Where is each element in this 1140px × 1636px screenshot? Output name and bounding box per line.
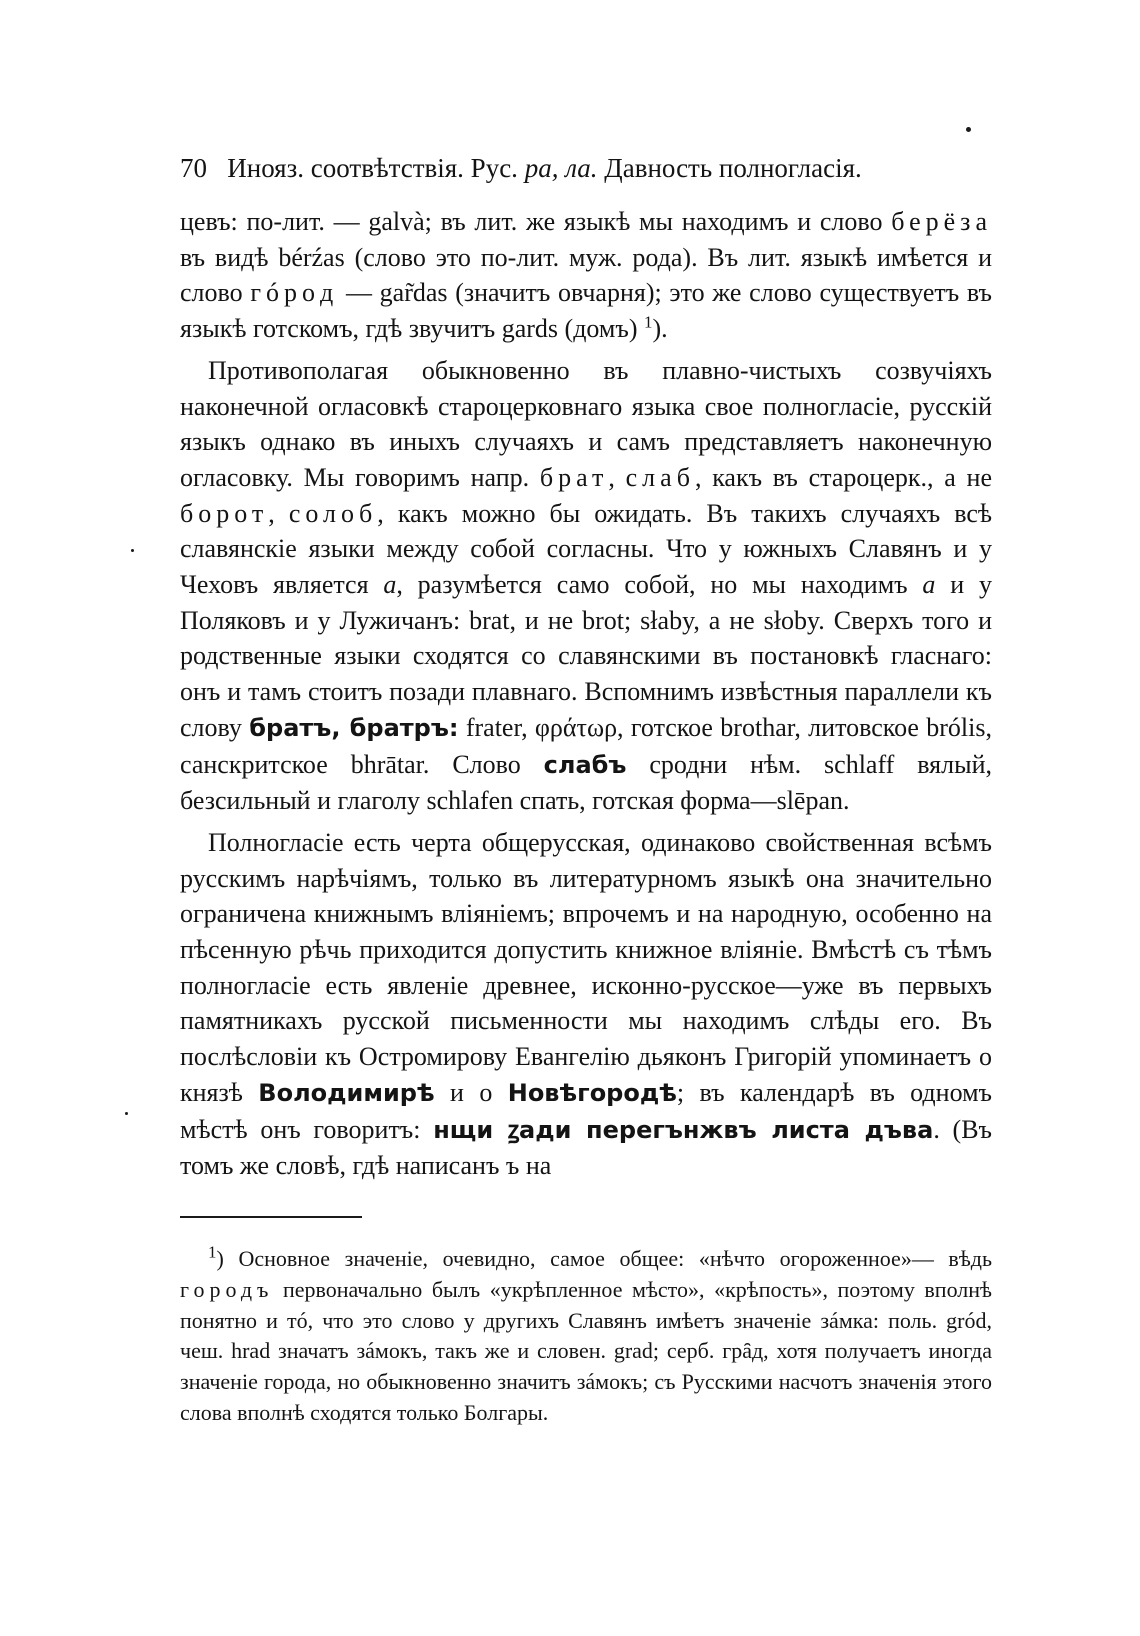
- paragraph-3: Полногласіе есть черта общерусская, одинаково свойственная всѣмъ русскимъ нарѣчіямъ, только въ литературномъ языкѣ она значительно ограничена книжнымъ вліяніемъ; впрочемъ и на народную, особенно на пѣсенную рѣчь приходится допустить книжное вліяніе. Вмѣстѣ съ тѣмъ полногласіе есть явленіе древнее, исконно-русское—уже въ первыхъ памятникахъ русской письменности мы находимъ слѣды его. Въ послѣсловіи къ Остромирову Евангелію дьяконъ Григорій упоминаетъ о князѣ Володимирѣ и о Новѣгородѣ; въ календарѣ въ одномъ мѣстѣ онъ говоритъ: нщи ꙁади перегънжвъ листа дъва. (Въ томъ же словѣ, гдѣ написанъ ъ на: [180, 827, 992, 1181]
- footnote-text: $^1$) Основное значеніе, очевидно, самое общее: «нѣчто огороженное»— вѣдь городъ первоначально былъ «укрѣпленное мѣсто», «крѣпость», поэтому вполнѣ понятно и тó, что это слово у другихъ Славянъ имѣетъ значеніе зáмка: поль. gród, чеш. hrad значатъ зáмокъ, такъ же и словен. grad; серб. грȃд, хотя получаетъ иногда значеніе города, но обыкновенно значитъ зáмокъ; съ Русскими насчотъ значенія этого слова вполнѣ сходятся только Болгары.: [180, 1242, 992, 1425]
- spaced-word: борот: [180, 498, 269, 528]
- slavonic-word: Володимирѣ: [258, 1078, 435, 1107]
- spaced-word: солоб: [288, 498, 378, 528]
- running-header: [180, 150, 992, 186]
- slavonic-word: братъ, братръ:: [249, 713, 459, 742]
- header-title-italic: ра, ла.: [524, 153, 598, 183]
- footnote-ref: 1: [644, 312, 653, 332]
- slavonic-word: Новѣгородѣ: [507, 1078, 677, 1107]
- paragraph-1: цевъ: по-лит. — galvà; въ лит. же языкѣ мы находимъ и слово берёза въ видѣ bérźas (слово это по-лит. муж. рода). Въ лит. языкѣ имѣется и слово гópoд — gar̃das (значитъ овчарня); это же слово существуетъ въ языкѣ готскомъ, гдѣ звучитъ gards (домъ) $^1$).: [180, 207, 992, 344]
- footnote: [180, 1244, 992, 1429]
- footnote-marker: 1: [208, 1242, 217, 1262]
- ink-speck: [131, 549, 134, 552]
- spaced-word: гópoд: [250, 278, 339, 308]
- slavonic-quote: нщи ꙁади перегънжвъ листа дъва: [433, 1115, 934, 1144]
- header-title: Инояз. соотвѣтствія. Рус.: [227, 153, 518, 183]
- paragraph-2: Противополагая обыкновенно въ плавно-чистыхъ созвучіяхъ наконечной огласовкѣ староцерковнаго языка свое полногласіе, русскій языкъ однако въ иныхъ случаяхъ и самъ представляетъ наконечную огласовку. Мы говоримъ напр. брат, слаб, какъ въ староцерк., а не борот, солоб, какъ можно бы ожидать. Въ такихъ случаяхъ всѣ славянскіе языки между собой согласны. Что у южныхъ Славянъ и у Чеховъ является а, разумѣется само собой, но мы находимъ а и у Поляковъ и у Лужичанъ: brat, и не brot; słaby, а не słoby. Сверхъ того и родственные языки сходятся со славянскими въ постановкѣ гласнаго: онъ и тамъ стоитъ позади плавнаго. Вспомнимъ извѣстныя параллели къ слову братъ, братръ: frater, φράτωρ, готское brothar, литовское brólis, санскритское bhrātar. Слово слабъ сродни нѣм. schlaff вялый, безсильный и глаголу schlafen спать, готская форма—slēpan.: [180, 355, 993, 816]
- header-title-end: Давность полногласія.: [604, 153, 862, 183]
- page-number: 70: [180, 153, 207, 183]
- ink-speck: [966, 127, 971, 132]
- slavonic-word: слабъ: [543, 750, 627, 779]
- spaced-word: берёза: [891, 207, 992, 236]
- spaced-word: слаб: [625, 462, 695, 492]
- ink-speck: [125, 1112, 128, 1115]
- footnote-rule: [180, 1216, 362, 1218]
- spaced-word: городъ: [180, 1276, 274, 1302]
- main-text: [180, 204, 992, 1184]
- spaced-word: брат: [539, 462, 609, 492]
